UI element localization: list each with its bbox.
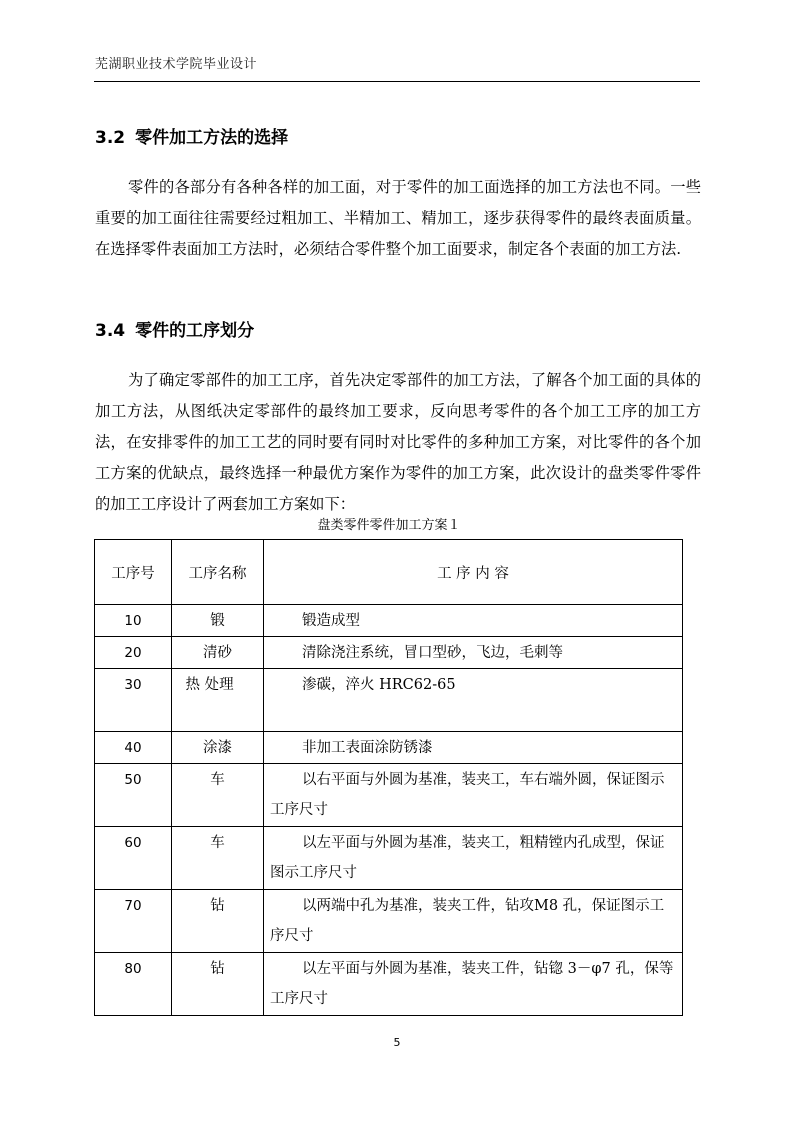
process-content: 渗碳，淬火 HRC62-65	[264, 669, 683, 732]
process-content: 锻造成型	[264, 605, 683, 637]
table-row	[95, 732, 683, 764]
process-content: 以左平面与外圆为基准，装夹工件，钻锪 3－φ7 孔，保等工序尺寸	[264, 953, 683, 1016]
section-title: 零件加工方法的选择	[135, 128, 289, 148]
process-name: 车	[172, 827, 264, 890]
table-row	[95, 637, 683, 669]
table-row	[95, 669, 683, 732]
section-title: 零件的工序划分	[135, 321, 255, 341]
process-number: 10	[95, 605, 172, 637]
header-process-name: 工序名称	[172, 540, 264, 605]
table-header-row	[95, 540, 683, 605]
process-content: 以两端中孔为基准，装夹工件，钻攻M8 孔，保证图示工序尺寸	[264, 890, 683, 953]
process-content: 以左平面与外圆为基准，装夹工，粗精镗内孔成型，保证图示工序尺寸	[264, 827, 683, 890]
table-row	[95, 890, 683, 953]
header-divider	[94, 81, 700, 82]
process-table	[94, 539, 683, 1016]
process-name: 锻	[172, 605, 264, 637]
process-name: 清砂	[172, 637, 264, 669]
process-name: 热 处理	[172, 669, 264, 732]
section-number: 3.4	[95, 321, 126, 341]
header-process-number: 工序号	[95, 540, 172, 605]
section-number: 3.2	[95, 128, 126, 148]
section-3-4-paragraph: 为了确定零部件的加工工序，首先决定零部件的加工方法，了解各个加工面的具体的加工方法，从图纸决定零部件的最终加工要求，反向思考零件的各个加工工序的加工方法，在安排零件的加工工艺的同时要有同时对比零件的多种加工方案，对比零件的各个加工方案的优缺点，最终选择一种最优方案作为零件的加工方案，此次设计的盘类零件零件的加工工序设计了两套加工方案如下：	[95, 371, 701, 513]
process-content: 以右平面与外圆为基准，装夹工，车右端外圆，保证图示工序尺寸	[264, 764, 683, 827]
process-number: 70	[95, 890, 172, 953]
section-heading-3-2	[95, 123, 288, 148]
section-heading-3-4	[95, 316, 254, 341]
process-content: 清除浇注系统，冒口型砂，飞边，毛刺等	[264, 637, 683, 669]
process-number: 20	[95, 637, 172, 669]
table-row	[95, 605, 683, 637]
process-name: 钻	[172, 953, 264, 1016]
process-number: 30	[95, 669, 172, 732]
process-number: 60	[95, 827, 172, 890]
table-row	[95, 764, 683, 827]
table-caption: 盘类零件零件加工方案１	[317, 518, 461, 533]
header-process-content: 工 序 内 容	[264, 540, 683, 605]
page-number: 5	[393, 1036, 401, 1049]
table-row	[95, 953, 683, 1016]
section-3-2-paragraph: 零件的各部分有各种各样的加工面，对于零件的加工面选择的加工方法也不同。一些重要的加工面往往需要经过粗加工、半精加工、精加工，逐步获得零件的最终表面质量。在选择零件表面加工方法时，必须结合零件整个加工面要求，制定各个表面的加工方法.	[95, 178, 701, 258]
process-number: 50	[95, 764, 172, 827]
process-number: 40	[95, 732, 172, 764]
process-name: 涂漆	[172, 732, 264, 764]
process-name: 钻	[172, 890, 264, 953]
table-row	[95, 827, 683, 890]
process-content: 非加工表面涂防锈漆	[264, 732, 683, 764]
process-name: 车	[172, 764, 264, 827]
page-header-title: 芜湖职业技术学院毕业设计	[95, 57, 258, 72]
process-number: 80	[95, 953, 172, 1016]
